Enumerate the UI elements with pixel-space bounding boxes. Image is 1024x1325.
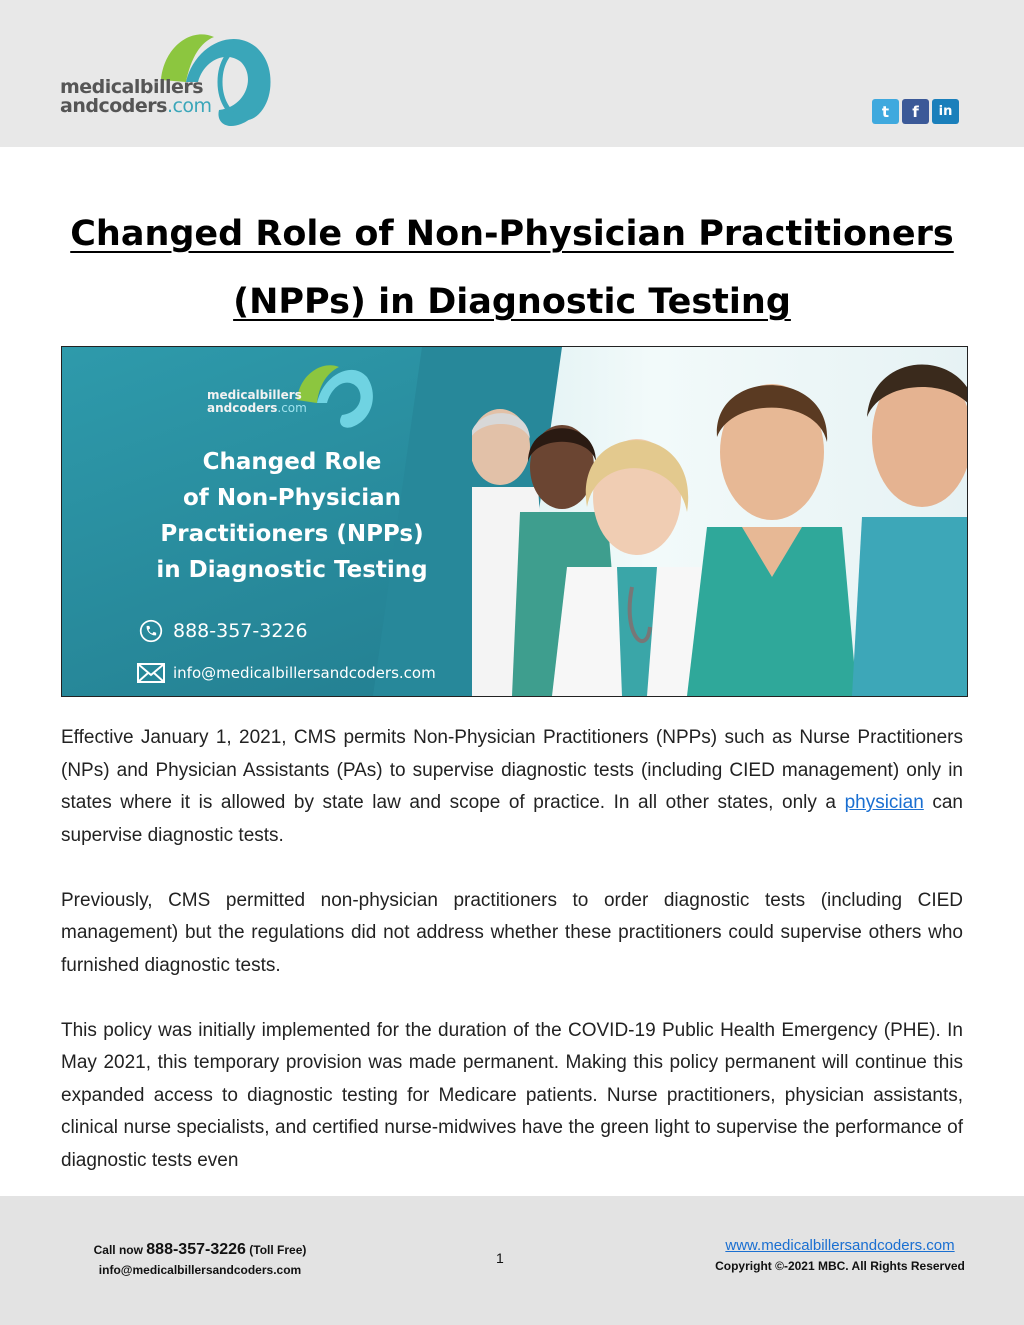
banner-phone-number: 888-357-3226	[173, 620, 308, 642]
page-number: 1	[496, 1250, 504, 1266]
banner-logo-line1: medicalbillers	[207, 388, 302, 402]
linkedin-icon[interactable]: in	[932, 99, 959, 124]
banner-heading-line: Changed Role	[202, 449, 382, 475]
banner-heading-line: in Diagnostic Testing	[156, 557, 428, 583]
copyright-text: Copyright ©-2021 MBC. All Rights Reserved	[715, 1259, 965, 1273]
twitter-icon[interactable]: t	[872, 99, 899, 124]
envelope-icon	[137, 661, 165, 685]
medical-staff-photo	[472, 347, 968, 696]
title-line1: Changed Role of Non-Physician Practitioners	[70, 214, 954, 254]
banner-email-address: info@medicalbillersandcoders.com	[173, 664, 436, 682]
article-body	[61, 722, 963, 1210]
footer-call-prefix: Call now	[93, 1243, 147, 1257]
page-title	[40, 200, 984, 336]
footer-phone[interactable]: 888-357-3226	[146, 1241, 246, 1258]
physician-link[interactable]: physician	[844, 792, 924, 813]
facebook-icon[interactable]: f	[902, 99, 929, 124]
website-link[interactable]: www.medicalbillersandcoders.com	[725, 1237, 955, 1254]
banner-logo-line2: andcoders	[207, 401, 278, 415]
logo-line1: medicalbillers	[60, 76, 204, 98]
hero-banner	[61, 346, 968, 697]
banner-logo-domain: .com	[277, 401, 307, 415]
paragraph-1-text-end: can supervise diagnostic tests.	[61, 792, 963, 846]
page-footer	[0, 1196, 1024, 1325]
banner-phone	[137, 619, 308, 643]
logo-line2: andcoders	[60, 95, 167, 117]
logo-wordmark	[60, 78, 212, 116]
phone-icon	[137, 619, 165, 643]
paragraph-2: Previously, CMS permitted non-physician practitioners to order diagnostic tests (including CIED management) but the regulations did not address whether these practitioners could supervise others who furnished diagnostic tests.	[61, 889, 963, 976]
banner-heading-line: of Non-Physician	[183, 485, 401, 511]
paragraph-1-text: Effective January 1, 2021, CMS permits Non-Physician Practitioners (NPPs) such as Nurse Practitioners (NPs) and Physician Assistants (PAs) to supervise diagnostic tests (including CIED management) only in states where it is allowed by state law and scope of practice. In all other states, only a	[61, 727, 963, 813]
footer-contact	[80, 1240, 320, 1280]
social-links	[872, 99, 959, 124]
footer-site-info	[700, 1236, 980, 1276]
banner-heading-line: Practitioners (NPPs)	[160, 521, 424, 547]
paragraph-1	[61, 722, 963, 852]
banner-heading	[132, 444, 452, 588]
banner-email	[137, 661, 436, 685]
page-header	[0, 0, 1024, 147]
footer-email[interactable]: info@medicalbillersandcoders.com	[98, 1263, 302, 1277]
title-line2: (NPPs) in Diagnostic Testing	[233, 282, 791, 322]
logo-domain: .com	[166, 95, 212, 117]
paragraph-3: This policy was initially implemented for the duration of the COVID-19 Public Health Emergency (PHE). In May 2021, this temporary provision was made permanent. Making this policy permanent will continue this expanded access to diagnostic testing for Medicare patients. Nurse practitioners, physician assistants, clinical nurse specialists, and certified nurse-midwives have the green light to supervise the performance of diagnostic tests even	[61, 1019, 963, 1171]
banner-logo-wordmark	[207, 389, 307, 415]
footer-call-suffix: (Toll Free)	[245, 1243, 307, 1257]
